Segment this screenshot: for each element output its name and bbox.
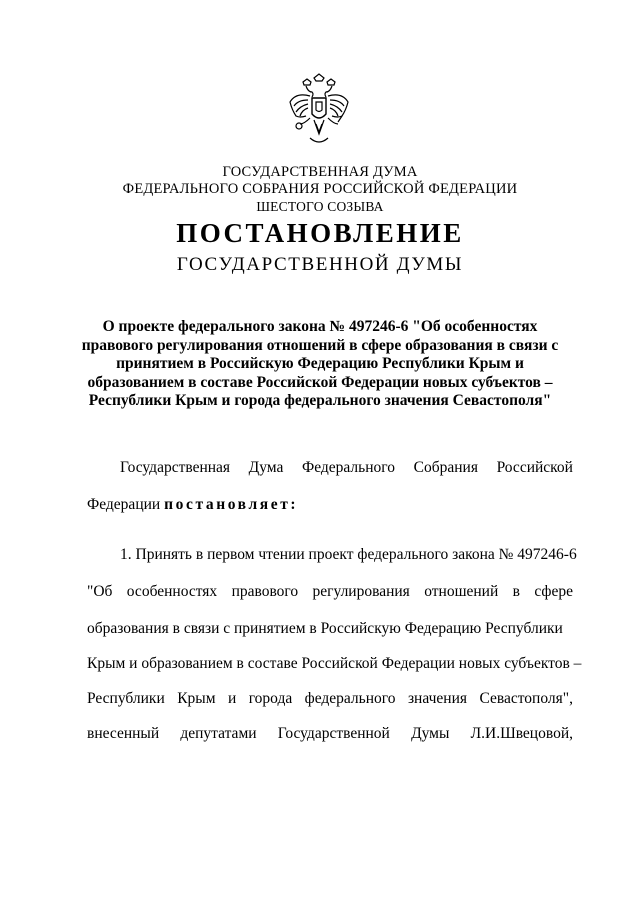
word: Государственная [120,459,231,476]
word: федерального [304,690,396,707]
document-subtitle: ГОСУДАРСТВЕННОЙ ДУМЫ [176,254,464,275]
word: "Об [87,583,113,600]
word: регулирования [312,583,410,600]
item1-line-6 [87,724,573,744]
word: в [512,583,520,600]
word: города [248,690,293,707]
coat-of-arms-icon [286,72,352,152]
word: внесенный [87,725,160,742]
word: значения [407,690,468,707]
word: Российской [496,459,573,476]
resolves-word: постановляет: [164,496,299,513]
word: Республики [87,690,165,707]
word: и [227,690,237,707]
word: особенностях [126,583,218,600]
preamble-line-1 [120,458,573,478]
word: сфере [534,583,573,600]
preamble-text: Федерации [87,496,165,513]
item1-line-3: образования в связи с принятием в Российскую Федерацию Республики [87,620,563,637]
item1-line-1: 1. Принять в первом чтении проект федерального закона № 497246-6 [120,546,577,563]
document-title: ПОСТАНОВЛЕНИЕ [176,218,464,248]
subject-line: Республики Крым и города федерального значения Севастополя" [88,392,552,409]
org-line-3: ШЕСТОГО СОЗЫВА [256,199,384,214]
word: Севастополя", [479,690,573,707]
item1-line-2 [87,582,573,602]
word: правового [231,583,299,600]
subject-line: О проекте федерального закона № 497246-6 "Об особенностях [102,318,538,335]
org-line-1: ГОСУДАРСТВЕННАЯ ДУМА [222,164,418,180]
word: Дума [248,459,284,476]
word: Собрания [413,459,478,476]
subject-line: образованием в составе Российской Федерации новых субъектов – [87,373,553,391]
item1-line-5 [87,689,573,709]
word: Думы [411,725,450,742]
word: Крым [177,690,216,707]
item1-line-4: Крым и образованием в составе Российской Федерации новых субъектов – [87,655,582,672]
subject-line: правового регулирования отношений в сфере образования в связи с [81,336,559,354]
word: депутатами [180,725,257,742]
word: отношений [424,583,499,600]
word: Л.И.Швецовой, [470,725,573,742]
preamble-line-2 [87,495,573,515]
subject-heading [80,318,560,411]
subject-line: принятием в Российскую Федерацию Республики Крым и [116,355,524,372]
word: Государственной [277,725,390,742]
org-line-2: ФЕДЕРАЛЬНОГО СОБРАНИЯ РОССИЙСКОЙ ФЕДЕРАЦИИ [122,181,518,197]
word: Федерального [301,459,396,476]
